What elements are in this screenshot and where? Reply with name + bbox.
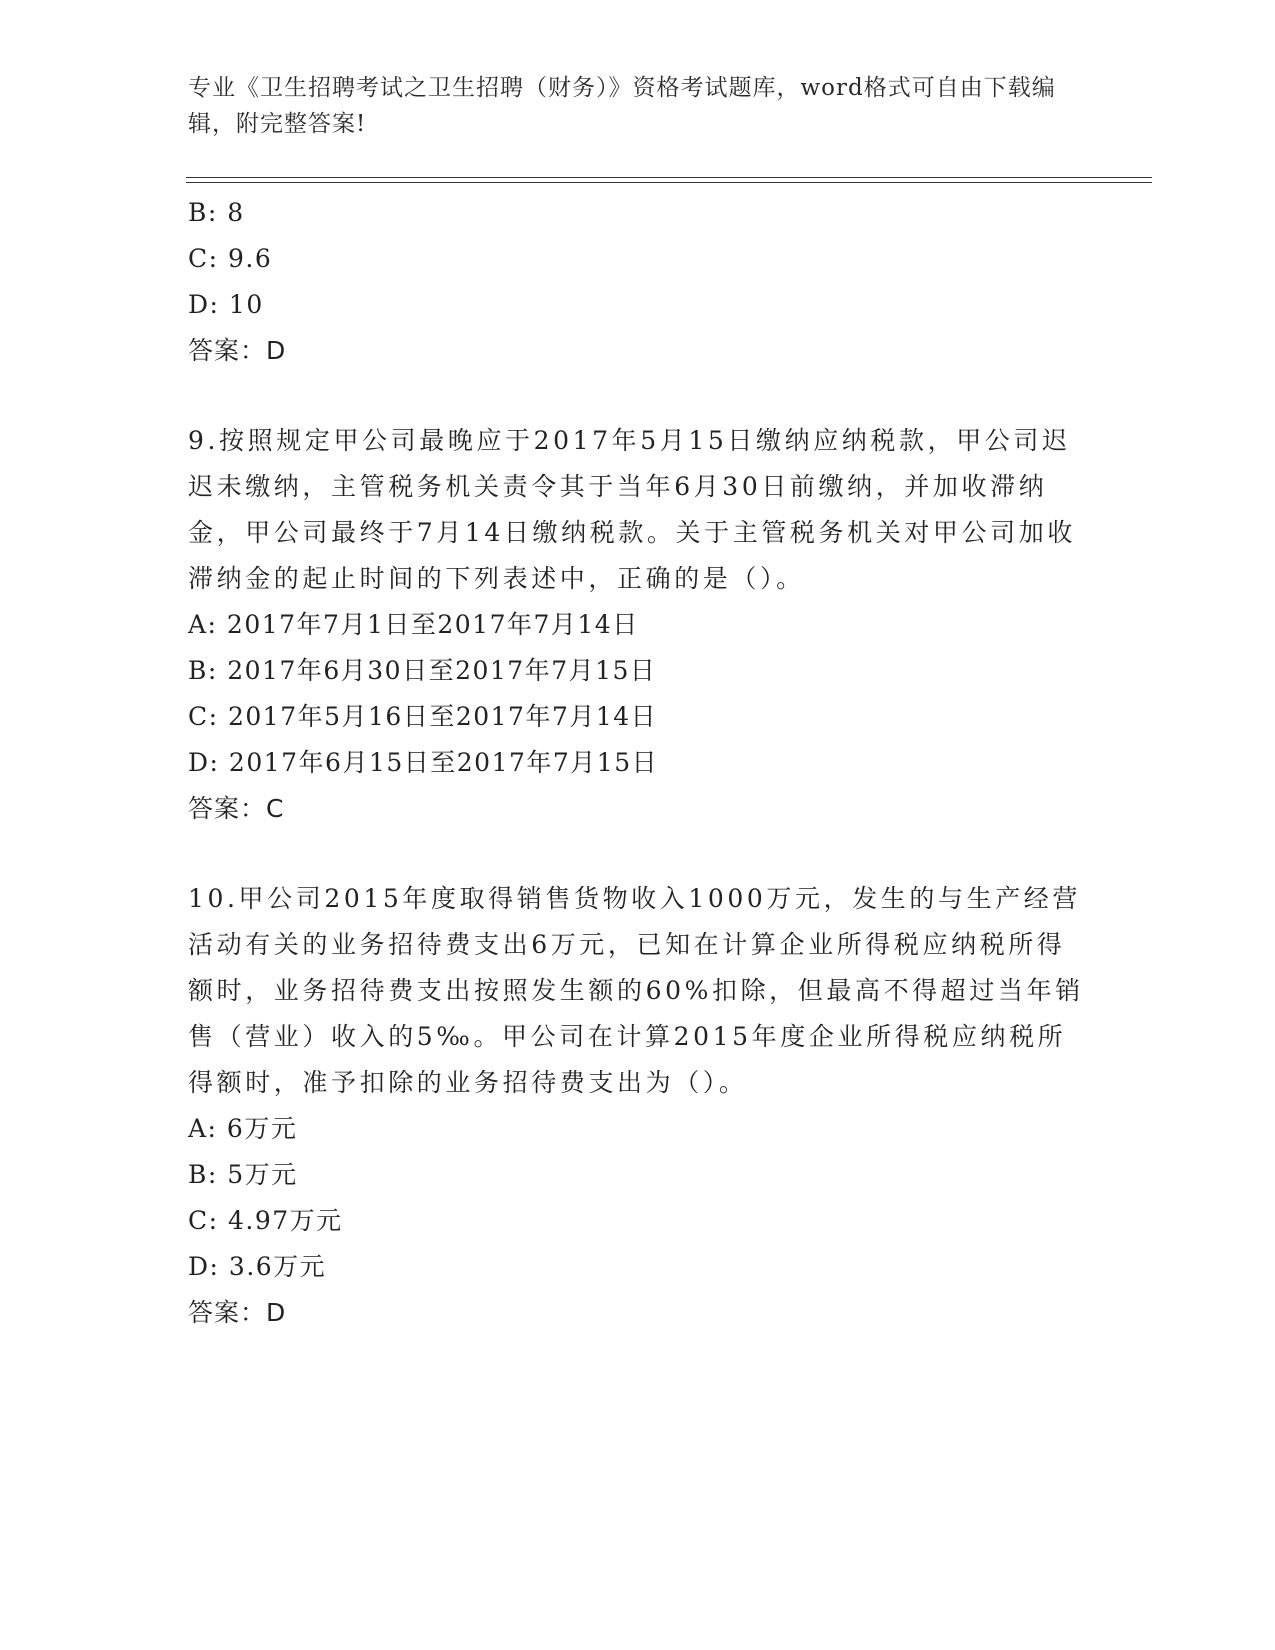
- document-header: 专业《卫生招聘考试之卫生招聘（财务）》资格考试题库，word格式可自由下载编辑，附完整答案!: [188, 75, 1056, 137]
- option-b: B: 8: [188, 198, 245, 227]
- option-c: C: 9.6: [188, 244, 273, 273]
- question-text: 10.甲公司2015年度取得销售货物收入1000万元，发生的与生产经营活动有关的业务招待费支出6万元，已知在计算企业所得税应纳税所得额时，业务招待费支出按照发生额的60%扣除，但最高不得超过当年销售（营业）收入的5‰。甲公司在计算2015年度企业所得税应纳税所得额时，准予扣除的业务招待费支出为（）。: [188, 884, 1084, 1097]
- option-c: C: 4.97万元: [188, 1206, 343, 1235]
- option-b: B: 5万元: [188, 1160, 298, 1189]
- option-d: D: 2017年6月15日至2017年7月15日: [188, 748, 659, 777]
- document-body: [188, 190, 1088, 1336]
- question-9: [188, 418, 1088, 832]
- header-rule-top: [186, 177, 1152, 178]
- option-a: A: 6万元: [188, 1114, 298, 1143]
- option-d: D: 3.6万元: [188, 1252, 327, 1281]
- option-c: C: 2017年5月16日至2017年7月14日: [188, 702, 658, 731]
- option-a: A: 2017年7月1日至2017年7月14日: [188, 610, 639, 639]
- prev-question: [188, 190, 1088, 374]
- question-text: 9.按照规定甲公司最晚应于2017年5月15日缴纳应纳税款，甲公司迟迟未缴纳，主管税务机关责令其于当年6月30日前缴纳，并加收滞纳金，甲公司最终于7月14日缴纳税款。关于主管税务机关对甲公司加收滞纳金的起止时间的下列表述中，正确的是（）。: [188, 426, 1076, 593]
- option-d: D: 10: [188, 290, 264, 319]
- answer: 答案：C: [188, 794, 285, 823]
- option-b: B: 2017年6月30日至2017年7月15日: [188, 656, 657, 685]
- question-10: [188, 876, 1088, 1336]
- answer: 答案：D: [188, 336, 287, 365]
- answer: 答案：D: [188, 1298, 287, 1327]
- header-rule-bottom: [186, 182, 1152, 183]
